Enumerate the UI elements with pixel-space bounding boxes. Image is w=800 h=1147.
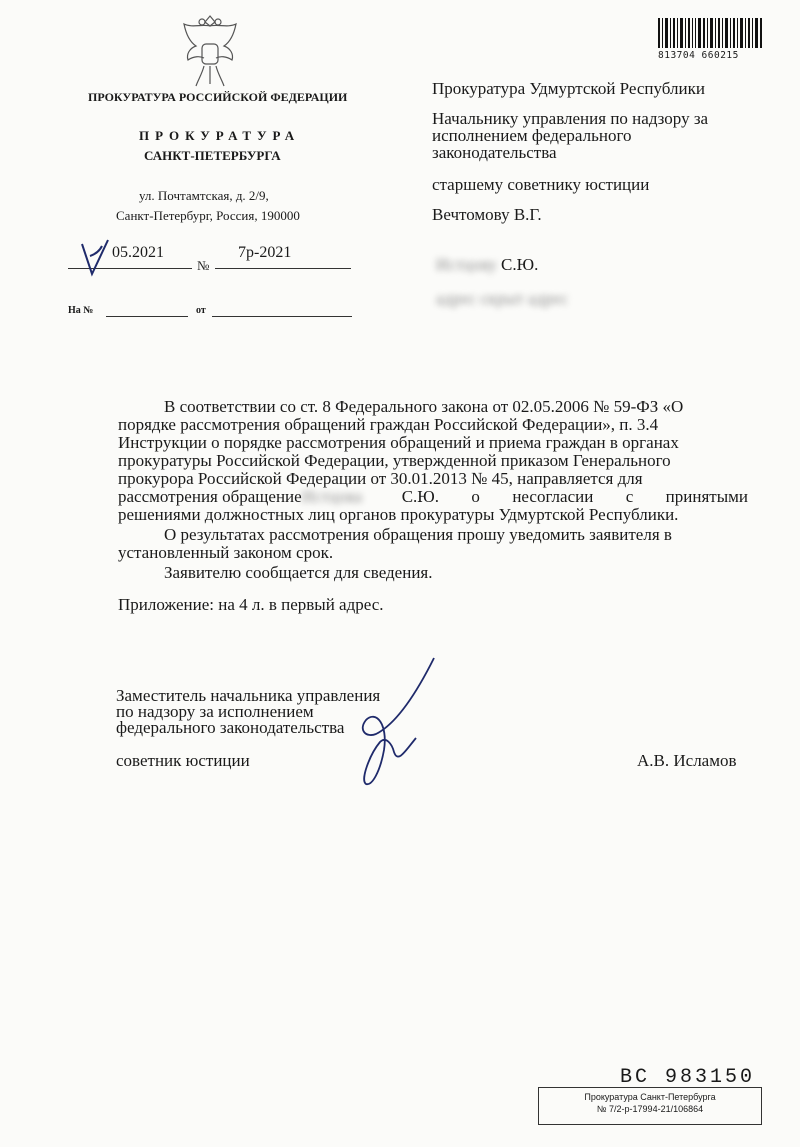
registration-stamp <box>538 1087 762 1125</box>
signer-rank: советник юстиции <box>116 751 250 770</box>
handwritten-mark <box>78 236 114 280</box>
letter-date: 05.2021 <box>112 244 164 261</box>
recipient-rank: старшему советнику юстиции <box>432 175 650 194</box>
p1-line2: порядке рассмотрения обращений граждан Российской Федерации», п. 3.4 <box>118 415 659 434</box>
p1-line6a: рассмотрения обращение <box>118 487 302 506</box>
stamp-line-2: № 7/2-р-17994-21/106864 <box>596 1104 704 1114</box>
attachment: Приложение: на 4 л. в первый адрес. <box>118 595 384 614</box>
letter-body <box>118 398 748 614</box>
p1-line6 <box>118 488 748 506</box>
recipient-position-1: Начальнику управления по надзору за <box>432 109 709 128</box>
barcode-number: 813704 660215 <box>658 50 739 61</box>
signer-title-1: Заместитель начальника управления <box>116 686 381 705</box>
p3: Заявителю сообщается для сведения. <box>164 563 433 582</box>
signature-icon <box>336 654 446 790</box>
recipient-name: Вечтомову В.Г. <box>432 205 542 224</box>
applicant-name-redacted <box>436 256 538 273</box>
recipient-org: Прокуратура Удмуртской Республики <box>432 79 705 98</box>
coat-of-arms-icon <box>172 10 248 90</box>
letter-number: 7р-2021 <box>238 244 292 261</box>
reply-on-label: На № <box>68 305 94 316</box>
address-line-2: Санкт-Петербург, Россия, 190000 <box>116 208 300 223</box>
signer-title-2: по надзору за исполнением <box>116 702 314 721</box>
org-name-1: ПРОКУРАТУРА <box>139 128 301 143</box>
p1-line5: прокурора Российской Федерации от 30.01.2013 № 45, направляется для <box>118 469 643 488</box>
p2-line2: установленный законом срок. <box>118 543 334 562</box>
recipient-position-2: исполнением федерального <box>432 126 632 145</box>
org-name-2: САНКТ-ПЕТЕРБУРГА <box>144 148 281 163</box>
p1-line1: В соответствии со ст. 8 Федерального закона от 02.05.2006 № 59-ФЗ «О <box>164 397 684 416</box>
stamp-line-1: Прокуратура Санкт-Петербурга <box>584 1092 716 1102</box>
signer-title-3: федерального законодательства <box>116 718 345 737</box>
recipient-position-3: законодательства <box>432 143 557 162</box>
p1-hidden-name: Истцова <box>301 487 362 506</box>
p1-line4: прокуратуры Российской Федерации, утвержденной приказом Генерального <box>118 451 671 470</box>
applicant-address-hidden: адрес скрыт адрес <box>436 289 569 308</box>
reply-from-label: от <box>196 305 206 316</box>
serial-number: ВС 983150 <box>620 1066 756 1089</box>
p2-line1: О результатах рассмотрения обращения прошу уведомить заявителя в <box>164 525 672 544</box>
applicant-initials: С.Ю. <box>501 255 539 274</box>
p1-line3: Инструкции о порядке рассмотрения обращений и приема граждан в органах <box>118 433 679 452</box>
number-label: № <box>197 258 210 273</box>
signer-name: А.В. Исламов <box>637 751 737 770</box>
applicant-surname-hidden: Истцову <box>436 255 497 274</box>
p1-line6b: С.Ю. о несогласии с принятыми <box>401 487 748 506</box>
address-line-1: ул. Почтамтская, д. 2/9, <box>139 188 269 203</box>
org-federal: ПРОКУРАТУРА РОССИЙСКОЙ ФЕДЕРАЦИИ <box>88 90 348 104</box>
p1-line7: решениями должностных лиц органов прокуратуры Удмуртской Республики. <box>118 505 679 524</box>
